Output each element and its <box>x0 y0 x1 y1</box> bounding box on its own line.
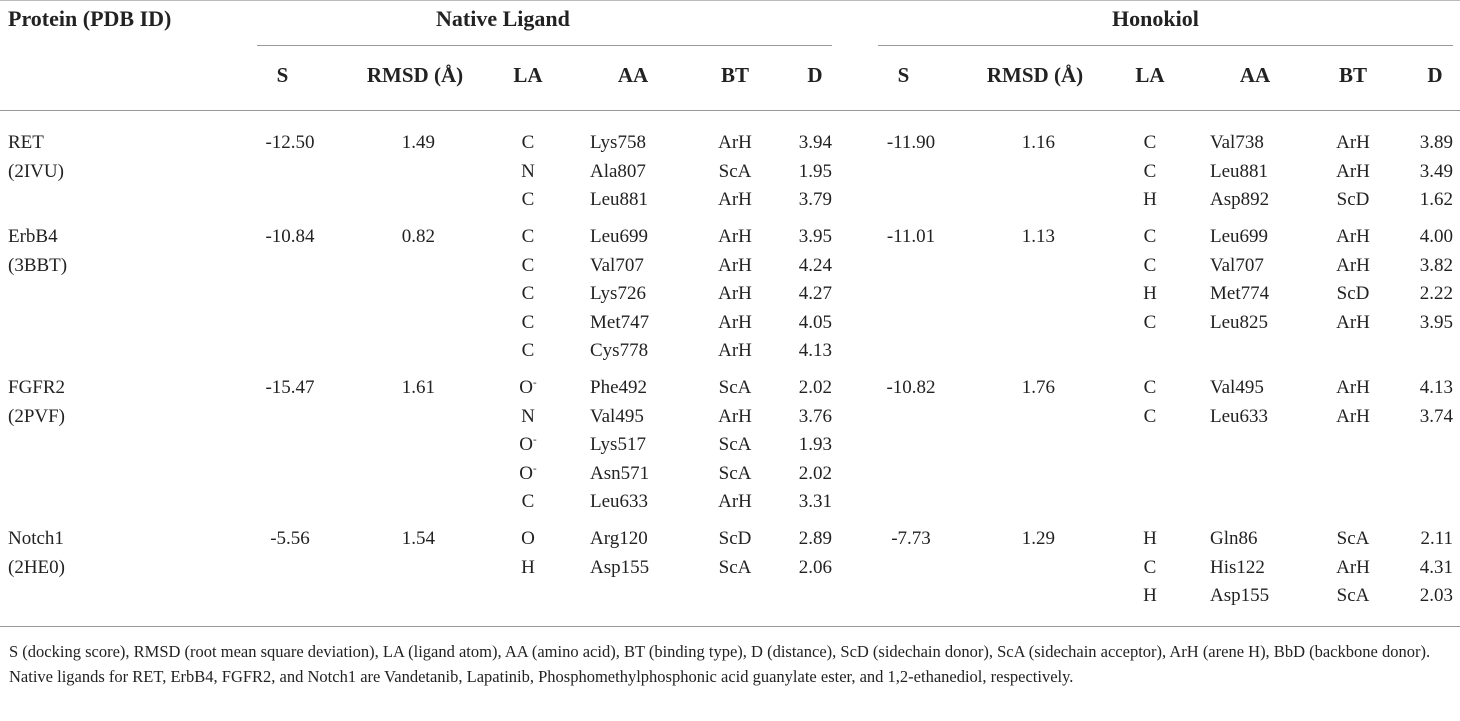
native-rmsd: 1.49 <box>401 132 435 153</box>
native-ligand-atom: C <box>521 254 535 276</box>
native-distance: 2.06 <box>798 556 832 578</box>
native-amino-acid: Arg120 <box>590 528 648 549</box>
honokiol-distance: 2.22 <box>1419 283 1453 305</box>
native-ligand-atom: C <box>521 491 535 513</box>
honokiol-subheader-la: LA <box>1135 63 1165 87</box>
honokiol-ligand-atom: C <box>1143 311 1157 333</box>
native-ligand-atom: C <box>521 283 535 305</box>
native-amino-acid: Val707 <box>590 254 644 276</box>
honokiol-distance: 3.95 <box>1419 311 1453 333</box>
honokiol-amino-acid: Val495 <box>1210 377 1264 398</box>
honokiol-subheader-aa: AA <box>1239 63 1271 87</box>
native-amino-acid: Phe492 <box>590 377 647 398</box>
honokiol-ligand-atom: C <box>1143 377 1157 398</box>
honokiol-binding-type: ArH <box>1336 160 1370 182</box>
native-amino-acid: Ala807 <box>590 160 646 182</box>
native-binding-type: ArH <box>718 254 752 276</box>
protein-name: RET <box>8 132 44 153</box>
native-amino-acid: Leu699 <box>590 226 649 247</box>
native-distance: 3.79 <box>798 189 832 211</box>
honokiol-score: -10.82 <box>886 377 936 398</box>
native-binding-type: ArH <box>718 405 752 427</box>
honokiol-binding-type: ArH <box>1336 405 1370 427</box>
honokiol-distance: 3.89 <box>1419 132 1453 153</box>
native-subheader-s: S <box>276 63 289 87</box>
native-amino-acid: Leu633 <box>590 491 649 513</box>
honokiol-binding-type: ArH <box>1336 556 1370 578</box>
honokiol-binding-type: ScD <box>1336 189 1370 211</box>
honokiol-ligand-atom: H <box>1143 283 1157 305</box>
honokiol-rmsd: 1.13 <box>1021 226 1055 247</box>
native-ligand-atom: C <box>521 189 535 211</box>
native-amino-acid: Lys758 <box>590 132 646 153</box>
native-binding-type: ArH <box>718 311 752 333</box>
native-binding-type: ScD <box>718 528 752 549</box>
native-distance: 2.02 <box>798 377 832 398</box>
native-distance: 4.05 <box>798 311 832 333</box>
native-ligand-atom: C <box>521 132 535 153</box>
native-ligand-atom: H <box>521 556 535 578</box>
honokiol-group-rule <box>878 45 1453 46</box>
native-ligand-atom: C <box>521 311 535 333</box>
native-binding-type: ArH <box>718 340 752 362</box>
native-amino-acid: Cys778 <box>590 340 649 362</box>
honokiol-score: -11.90 <box>886 132 936 153</box>
native-subheader-la: LA <box>513 63 543 87</box>
honokiol-subheader-d: D <box>1427 63 1443 87</box>
honokiol-binding-type: ScD <box>1336 283 1370 305</box>
header-native-ligand: Native Ligand <box>436 6 570 31</box>
native-subheader-rmsd: RMSD (Å) <box>366 63 464 87</box>
honokiol-distance: 3.82 <box>1419 254 1453 276</box>
honokiol-distance: 3.49 <box>1419 160 1453 182</box>
honokiol-rmsd: 1.16 <box>1021 132 1055 153</box>
honokiol-amino-acid: Gln86 <box>1210 528 1258 549</box>
native-binding-type: ScA <box>718 160 752 182</box>
honokiol-ligand-atom: C <box>1143 405 1157 427</box>
native-rmsd: 1.54 <box>401 528 435 549</box>
honokiol-binding-type: ArH <box>1336 254 1370 276</box>
table-bottom-rule <box>0 626 1460 627</box>
native-ligand-atom: N <box>521 405 535 427</box>
honokiol-amino-acid: Val707 <box>1210 254 1264 276</box>
native-group-rule <box>257 45 832 46</box>
pdb-id: (2IVU) <box>8 160 64 182</box>
native-distance: 3.31 <box>798 491 832 513</box>
honokiol-subheader-bt: BT <box>1338 63 1367 87</box>
pdb-id: (3BBT) <box>8 254 68 276</box>
honokiol-ligand-atom: H <box>1143 585 1157 607</box>
native-amino-acid: Asn571 <box>590 462 650 484</box>
native-distance: 3.76 <box>798 405 832 427</box>
honokiol-binding-type: ArH <box>1336 132 1370 153</box>
honokiol-amino-acid: His122 <box>1210 556 1265 578</box>
honokiol-subheader-rmsd: RMSD (Å) <box>986 63 1084 87</box>
native-rmsd: 1.61 <box>401 377 435 398</box>
honokiol-rmsd: 1.29 <box>1021 528 1055 549</box>
native-amino-acid: Met747 <box>590 311 650 333</box>
native-amino-acid: Lys726 <box>590 283 646 305</box>
native-distance: 4.27 <box>798 283 832 305</box>
native-binding-type: ScA <box>718 462 752 484</box>
native-amino-acid: Val495 <box>590 405 644 427</box>
honokiol-amino-acid: Val738 <box>1210 132 1264 153</box>
native-binding-type: ArH <box>718 491 752 513</box>
honokiol-distance: 1.62 <box>1419 189 1453 211</box>
honokiol-ligand-atom: C <box>1143 556 1157 578</box>
honokiol-distance: 2.03 <box>1419 585 1453 607</box>
native-distance: 1.93 <box>798 434 832 456</box>
native-subheader-bt: BT <box>720 63 749 87</box>
honokiol-score: -11.01 <box>886 226 936 247</box>
header-honokiol: Honokiol <box>1112 6 1199 31</box>
native-ligand-atom: O- <box>519 433 537 456</box>
native-score: -12.50 <box>265 132 315 153</box>
native-distance: 4.24 <box>798 254 832 276</box>
native-distance: 2.89 <box>798 528 832 549</box>
honokiol-ligand-atom: H <box>1143 189 1157 211</box>
native-distance: 3.95 <box>798 226 832 247</box>
native-subheader-d: D <box>807 63 823 87</box>
protein-name: Notch1 <box>8 528 64 549</box>
native-distance: 4.13 <box>798 340 832 362</box>
native-ligand-atom: O- <box>519 376 537 398</box>
native-binding-type: ArH <box>718 283 752 305</box>
honokiol-ligand-atom: C <box>1143 160 1157 182</box>
native-binding-type: ScA <box>718 434 752 456</box>
native-binding-type: ScA <box>718 556 752 578</box>
honokiol-ligand-atom: C <box>1143 254 1157 276</box>
honokiol-binding-type: ArH <box>1336 226 1370 247</box>
table-footnote: S (docking score), RMSD (root mean square deviation), LA (ligand atom), AA (amino acid), BT (binding type), D (distance), ScD (sidechain donor), ScA (sidechain acceptor), ArH (arene H), BbD (backbone donor). Native ligands for RET, ErbB4, FGFR2, and Notch1 are Vandetanib, Lapatinib, Phosphomethylphosphonic acid guanylate ester, and 1,2-ethanediol, respectively. <box>9 642 1431 686</box>
honokiol-distance: 2.11 <box>1420 528 1453 549</box>
pdb-id: (2PVF) <box>8 405 66 427</box>
honokiol-ligand-atom: H <box>1143 528 1157 549</box>
native-distance: 1.95 <box>798 160 832 182</box>
native-distance: 2.02 <box>798 462 832 484</box>
native-ligand-atom: O <box>521 528 535 549</box>
charge-superscript: - <box>533 376 537 389</box>
native-score: -15.47 <box>265 377 315 398</box>
header-protein: Protein (PDB ID) <box>8 6 172 31</box>
native-binding-type: ScA <box>718 377 752 398</box>
native-distance: 3.94 <box>798 132 832 153</box>
native-ligand-atom: N <box>521 160 535 182</box>
header-bottom-rule <box>0 110 1460 111</box>
charge-superscript: - <box>533 433 537 446</box>
native-subheader-aa: AA <box>617 63 649 87</box>
native-ligand-atom: C <box>521 340 535 362</box>
honokiol-amino-acid: Leu825 <box>1210 311 1269 333</box>
top-rule <box>0 0 1460 1</box>
pdb-id: (2HE0) <box>8 556 65 578</box>
honokiol-amino-acid: Leu699 <box>1210 226 1269 247</box>
honokiol-amino-acid: Asp155 <box>1210 585 1270 607</box>
native-score: -10.84 <box>265 226 315 247</box>
native-amino-acid: Lys517 <box>590 434 646 456</box>
honokiol-amino-acid: Asp892 <box>1210 189 1270 211</box>
native-ligand-atom: O- <box>519 462 537 484</box>
honokiol-ligand-atom: C <box>1143 132 1157 153</box>
honokiol-binding-type: ScA <box>1336 585 1370 607</box>
honokiol-rmsd: 1.76 <box>1021 377 1055 398</box>
protein-name: FGFR2 <box>8 377 66 398</box>
honokiol-distance: 4.00 <box>1419 226 1453 247</box>
native-binding-type: ArH <box>718 189 752 211</box>
honokiol-score: -7.73 <box>891 528 931 549</box>
honokiol-binding-type: ScA <box>1336 528 1370 549</box>
honokiol-distance: 4.31 <box>1419 556 1453 578</box>
honokiol-amino-acid: Leu881 <box>1210 160 1269 182</box>
native-binding-type: ArH <box>718 132 752 153</box>
honokiol-binding-type: ArH <box>1336 377 1370 398</box>
honokiol-amino-acid: Met774 <box>1210 283 1270 305</box>
honokiol-subheader-s: S <box>897 63 910 87</box>
charge-superscript: - <box>533 462 537 475</box>
honokiol-amino-acid: Leu633 <box>1210 405 1269 427</box>
native-binding-type: ArH <box>718 226 752 247</box>
honokiol-distance: 3.74 <box>1419 405 1453 427</box>
native-rmsd: 0.82 <box>401 226 435 247</box>
native-amino-acid: Leu881 <box>590 189 649 211</box>
honokiol-distance: 4.13 <box>1419 377 1453 398</box>
protein-name: ErbB4 <box>8 226 58 247</box>
native-ligand-atom: C <box>521 226 535 247</box>
native-amino-acid: Asp155 <box>590 556 650 578</box>
honokiol-ligand-atom: C <box>1143 226 1157 247</box>
honokiol-binding-type: ArH <box>1336 311 1370 333</box>
native-score: -5.56 <box>270 528 310 549</box>
